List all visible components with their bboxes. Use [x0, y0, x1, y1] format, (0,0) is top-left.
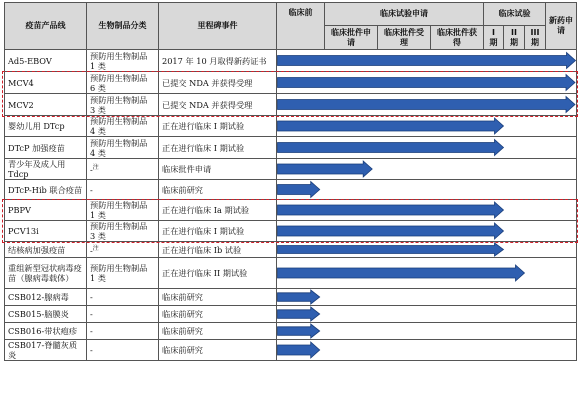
stage-cell	[484, 221, 504, 242]
stage-cell	[525, 242, 546, 258]
stage-cell	[325, 242, 378, 258]
stage-cell	[484, 323, 504, 340]
table-row	[5, 306, 577, 323]
category-cell	[87, 94, 159, 116]
product-name-cell: 重组新型冠状病毒疫苗（腺病毒载体）	[5, 258, 87, 289]
product-name-cell: Ad5-EBOV	[5, 50, 87, 72]
category-text: -	[90, 309, 93, 319]
stage-cell	[431, 94, 484, 116]
stage-cell	[277, 94, 325, 116]
stage-cell	[504, 137, 525, 159]
stage-cell	[378, 258, 431, 289]
table-row	[5, 180, 577, 200]
stage-cell	[525, 94, 546, 116]
milestone-cell: 临床前研究	[159, 289, 277, 306]
header-app-accepted: 临床批件受理	[378, 26, 431, 50]
stage-cell	[325, 94, 378, 116]
stage-cell	[525, 258, 546, 289]
stage-cell	[431, 340, 484, 361]
product-name-cell: CSB012-腺病毒	[5, 289, 87, 306]
category-cell	[87, 200, 159, 221]
stage-cell	[546, 221, 577, 242]
stage-cell	[431, 258, 484, 289]
header-clinical-trial: 临床试验	[484, 3, 546, 26]
milestone-cell: 临床前研究	[159, 323, 277, 340]
milestone-cell: 正在进行临床 I 期试验	[159, 137, 277, 159]
stage-cell	[525, 200, 546, 221]
table-row	[5, 94, 577, 116]
category-note-mark: 注	[92, 244, 99, 252]
stage-cell	[484, 180, 504, 200]
header-row-top	[5, 3, 577, 26]
stage-cell	[484, 50, 504, 72]
table-row	[5, 116, 577, 137]
stage-cell	[546, 200, 577, 221]
milestone-cell: 临床批件申请	[159, 159, 277, 180]
stage-cell	[546, 116, 577, 137]
header-nda: 新药申请	[546, 3, 577, 50]
category-cell	[87, 242, 159, 258]
category-text: 预防用生物制品 1 类	[90, 200, 148, 220]
stage-cell	[484, 306, 504, 323]
stage-cell	[484, 242, 504, 258]
stage-cell	[277, 323, 325, 340]
milestone-cell: 正在进行临床 I 期试验	[159, 116, 277, 137]
stage-cell	[525, 323, 546, 340]
stage-cell	[277, 258, 325, 289]
stage-cell	[325, 50, 378, 72]
category-note-mark: 注	[92, 164, 99, 172]
category-text: -	[90, 345, 93, 355]
product-name-cell: PBPV	[5, 200, 87, 221]
header-milestone: 里程碑事件	[159, 3, 277, 50]
category-cell	[87, 116, 159, 137]
table-row	[5, 289, 577, 306]
stage-cell	[484, 116, 504, 137]
stage-cell	[525, 289, 546, 306]
stage-cell	[546, 72, 577, 94]
stage-cell	[546, 94, 577, 116]
stage-cell	[525, 221, 546, 242]
stage-cell	[504, 306, 525, 323]
stage-cell	[546, 242, 577, 258]
category-cell	[87, 221, 159, 242]
header-app-submit: 临床批件申请	[325, 26, 378, 50]
header-preclinical: 临床前	[277, 3, 325, 50]
product-name-cell: DTcP-Hib 联合疫苗	[5, 180, 87, 200]
header-category: 生物制品分类	[87, 3, 159, 50]
category-cell	[87, 258, 159, 289]
stage-cell	[378, 340, 431, 361]
stage-cell	[504, 340, 525, 361]
category-text: 预防用生物制品 6 类	[90, 72, 148, 93]
stage-cell	[525, 72, 546, 94]
stage-cell	[378, 50, 431, 72]
stage-cell	[277, 289, 325, 306]
category-text: -	[90, 292, 93, 302]
stage-cell	[277, 137, 325, 159]
stage-cell	[484, 340, 504, 361]
stage-cell	[546, 289, 577, 306]
product-name-cell: CSB016-带状疱疹	[5, 323, 87, 340]
stage-cell	[277, 221, 325, 242]
product-name-cell: DTcP 加强疫苗	[5, 137, 87, 159]
stage-cell	[325, 340, 378, 361]
stage-cell	[484, 258, 504, 289]
stage-cell	[277, 306, 325, 323]
category-text: -	[90, 184, 93, 195]
category-cell	[87, 72, 159, 94]
stage-cell	[431, 242, 484, 258]
stage-cell	[546, 50, 577, 72]
product-name-cell: 婴幼儿用 DTcp	[5, 116, 87, 137]
product-name-cell: 结核病加强疫苗	[5, 242, 87, 258]
table-row	[5, 258, 577, 289]
stage-cell	[325, 159, 378, 180]
category-cell	[87, 180, 159, 200]
table-row	[5, 340, 577, 361]
stage-cell	[325, 116, 378, 137]
milestone-cell: 正在进行临床 II 期试验	[159, 258, 277, 289]
stage-cell	[431, 116, 484, 137]
stage-cell	[525, 180, 546, 200]
stage-cell	[378, 180, 431, 200]
stage-cell	[525, 159, 546, 180]
stage-cell	[277, 340, 325, 361]
stage-cell	[431, 289, 484, 306]
header-phase3: III 期	[525, 26, 546, 50]
stage-cell	[431, 72, 484, 94]
category-text: 预防用生物制品 3 类	[90, 94, 148, 115]
stage-cell	[484, 289, 504, 306]
stage-cell	[378, 242, 431, 258]
product-name-cell: MCV2	[5, 94, 87, 116]
stage-cell	[431, 159, 484, 180]
stage-cell	[277, 180, 325, 200]
stage-cell	[378, 221, 431, 242]
stage-cell	[504, 289, 525, 306]
table-row	[5, 242, 577, 258]
stage-cell	[378, 137, 431, 159]
stage-cell	[431, 306, 484, 323]
pipeline-table-wrapper	[4, 2, 576, 361]
stage-cell	[504, 200, 525, 221]
table-row	[5, 323, 577, 340]
category-text: -	[90, 245, 93, 256]
stage-cell	[325, 72, 378, 94]
milestone-cell: 临床前研究	[159, 180, 277, 200]
stage-cell	[504, 323, 525, 340]
milestone-cell: 已提交 NDA 并获得受理	[159, 72, 277, 94]
category-text: 预防用生物制品 4 类	[90, 116, 148, 136]
stage-cell	[378, 72, 431, 94]
milestone-cell: 正在进行临床 Ib 试验	[159, 242, 277, 258]
category-cell	[87, 159, 159, 180]
milestone-cell: 正在进行临床 I 期试验	[159, 221, 277, 242]
stage-cell	[546, 258, 577, 289]
stage-cell	[378, 323, 431, 340]
pipeline-table	[4, 2, 577, 361]
stage-cell	[431, 323, 484, 340]
stage-cell	[484, 159, 504, 180]
category-text: 预防用生物制品 1 类	[90, 50, 148, 71]
category-text: 预防用生物制品 1 类	[90, 263, 148, 283]
product-name-cell: 青少年及成人用 Tdcp	[5, 159, 87, 180]
product-name-cell: MCV4	[5, 72, 87, 94]
category-cell	[87, 289, 159, 306]
stage-cell	[325, 323, 378, 340]
stage-cell	[431, 221, 484, 242]
header-product-line: 疫苗产品线	[5, 3, 87, 50]
milestone-cell: 临床前研究	[159, 306, 277, 323]
stage-cell	[431, 137, 484, 159]
stage-cell	[277, 116, 325, 137]
stage-cell	[378, 94, 431, 116]
stage-cell	[277, 200, 325, 221]
product-name-cell: CSB017-脊髓灰质炎	[5, 340, 87, 361]
product-name-cell: CSB015-脑膜炎	[5, 306, 87, 323]
stage-cell	[325, 180, 378, 200]
stage-cell	[504, 50, 525, 72]
pipeline-body	[5, 50, 577, 361]
stage-cell	[504, 221, 525, 242]
stage-cell	[525, 50, 546, 72]
stage-cell	[325, 200, 378, 221]
category-cell	[87, 50, 159, 72]
stage-cell	[325, 306, 378, 323]
stage-cell	[504, 94, 525, 116]
stage-cell	[378, 200, 431, 221]
stage-cell	[325, 137, 378, 159]
stage-cell	[431, 180, 484, 200]
category-text: 预防用生物制品 3 类	[90, 221, 148, 241]
stage-cell	[325, 258, 378, 289]
category-text: -	[90, 164, 93, 175]
stage-cell	[504, 258, 525, 289]
stage-cell	[484, 200, 504, 221]
category-text: -	[90, 326, 93, 336]
table-row	[5, 221, 577, 242]
header-phase1: I 期	[484, 26, 504, 50]
stage-cell	[431, 50, 484, 72]
stage-cell	[277, 242, 325, 258]
milestone-cell: 2017 年 10 月取得新药证书	[159, 50, 277, 72]
stage-cell	[504, 180, 525, 200]
table-row	[5, 159, 577, 180]
stage-cell	[525, 306, 546, 323]
stage-cell	[525, 116, 546, 137]
stage-cell	[504, 116, 525, 137]
stage-cell	[325, 289, 378, 306]
stage-cell	[484, 137, 504, 159]
stage-cell	[378, 306, 431, 323]
stage-cell	[378, 116, 431, 137]
category-cell	[87, 340, 159, 361]
stage-cell	[504, 159, 525, 180]
stage-cell	[277, 72, 325, 94]
milestone-cell: 已提交 NDA 并获得受理	[159, 94, 277, 116]
table-row	[5, 50, 577, 72]
category-text: 预防用生物制品 4 类	[90, 137, 148, 158]
stage-cell	[484, 94, 504, 116]
stage-cell	[546, 159, 577, 180]
category-cell	[87, 306, 159, 323]
stage-cell	[325, 221, 378, 242]
table-row	[5, 200, 577, 221]
stage-cell	[277, 50, 325, 72]
header-phase2: II 期	[504, 26, 525, 50]
stage-cell	[546, 137, 577, 159]
stage-cell	[378, 159, 431, 180]
milestone-cell: 正在进行临床 Ia 期试验	[159, 200, 277, 221]
table-row	[5, 72, 577, 94]
header-clinical-application: 临床试验申请	[325, 3, 484, 26]
stage-cell	[546, 323, 577, 340]
stage-cell	[525, 137, 546, 159]
stage-cell	[546, 306, 577, 323]
product-name-cell: PCV13i	[5, 221, 87, 242]
stage-cell	[378, 289, 431, 306]
table-row	[5, 137, 577, 159]
category-cell	[87, 323, 159, 340]
stage-cell	[504, 72, 525, 94]
stage-cell	[484, 72, 504, 94]
stage-cell	[525, 340, 546, 361]
stage-cell	[277, 159, 325, 180]
category-cell	[87, 137, 159, 159]
header-app-obtained: 临床批件获得	[431, 26, 484, 50]
milestone-cell: 临床前研究	[159, 340, 277, 361]
stage-cell	[546, 180, 577, 200]
stage-cell	[546, 340, 577, 361]
stage-cell	[431, 200, 484, 221]
stage-cell	[504, 242, 525, 258]
